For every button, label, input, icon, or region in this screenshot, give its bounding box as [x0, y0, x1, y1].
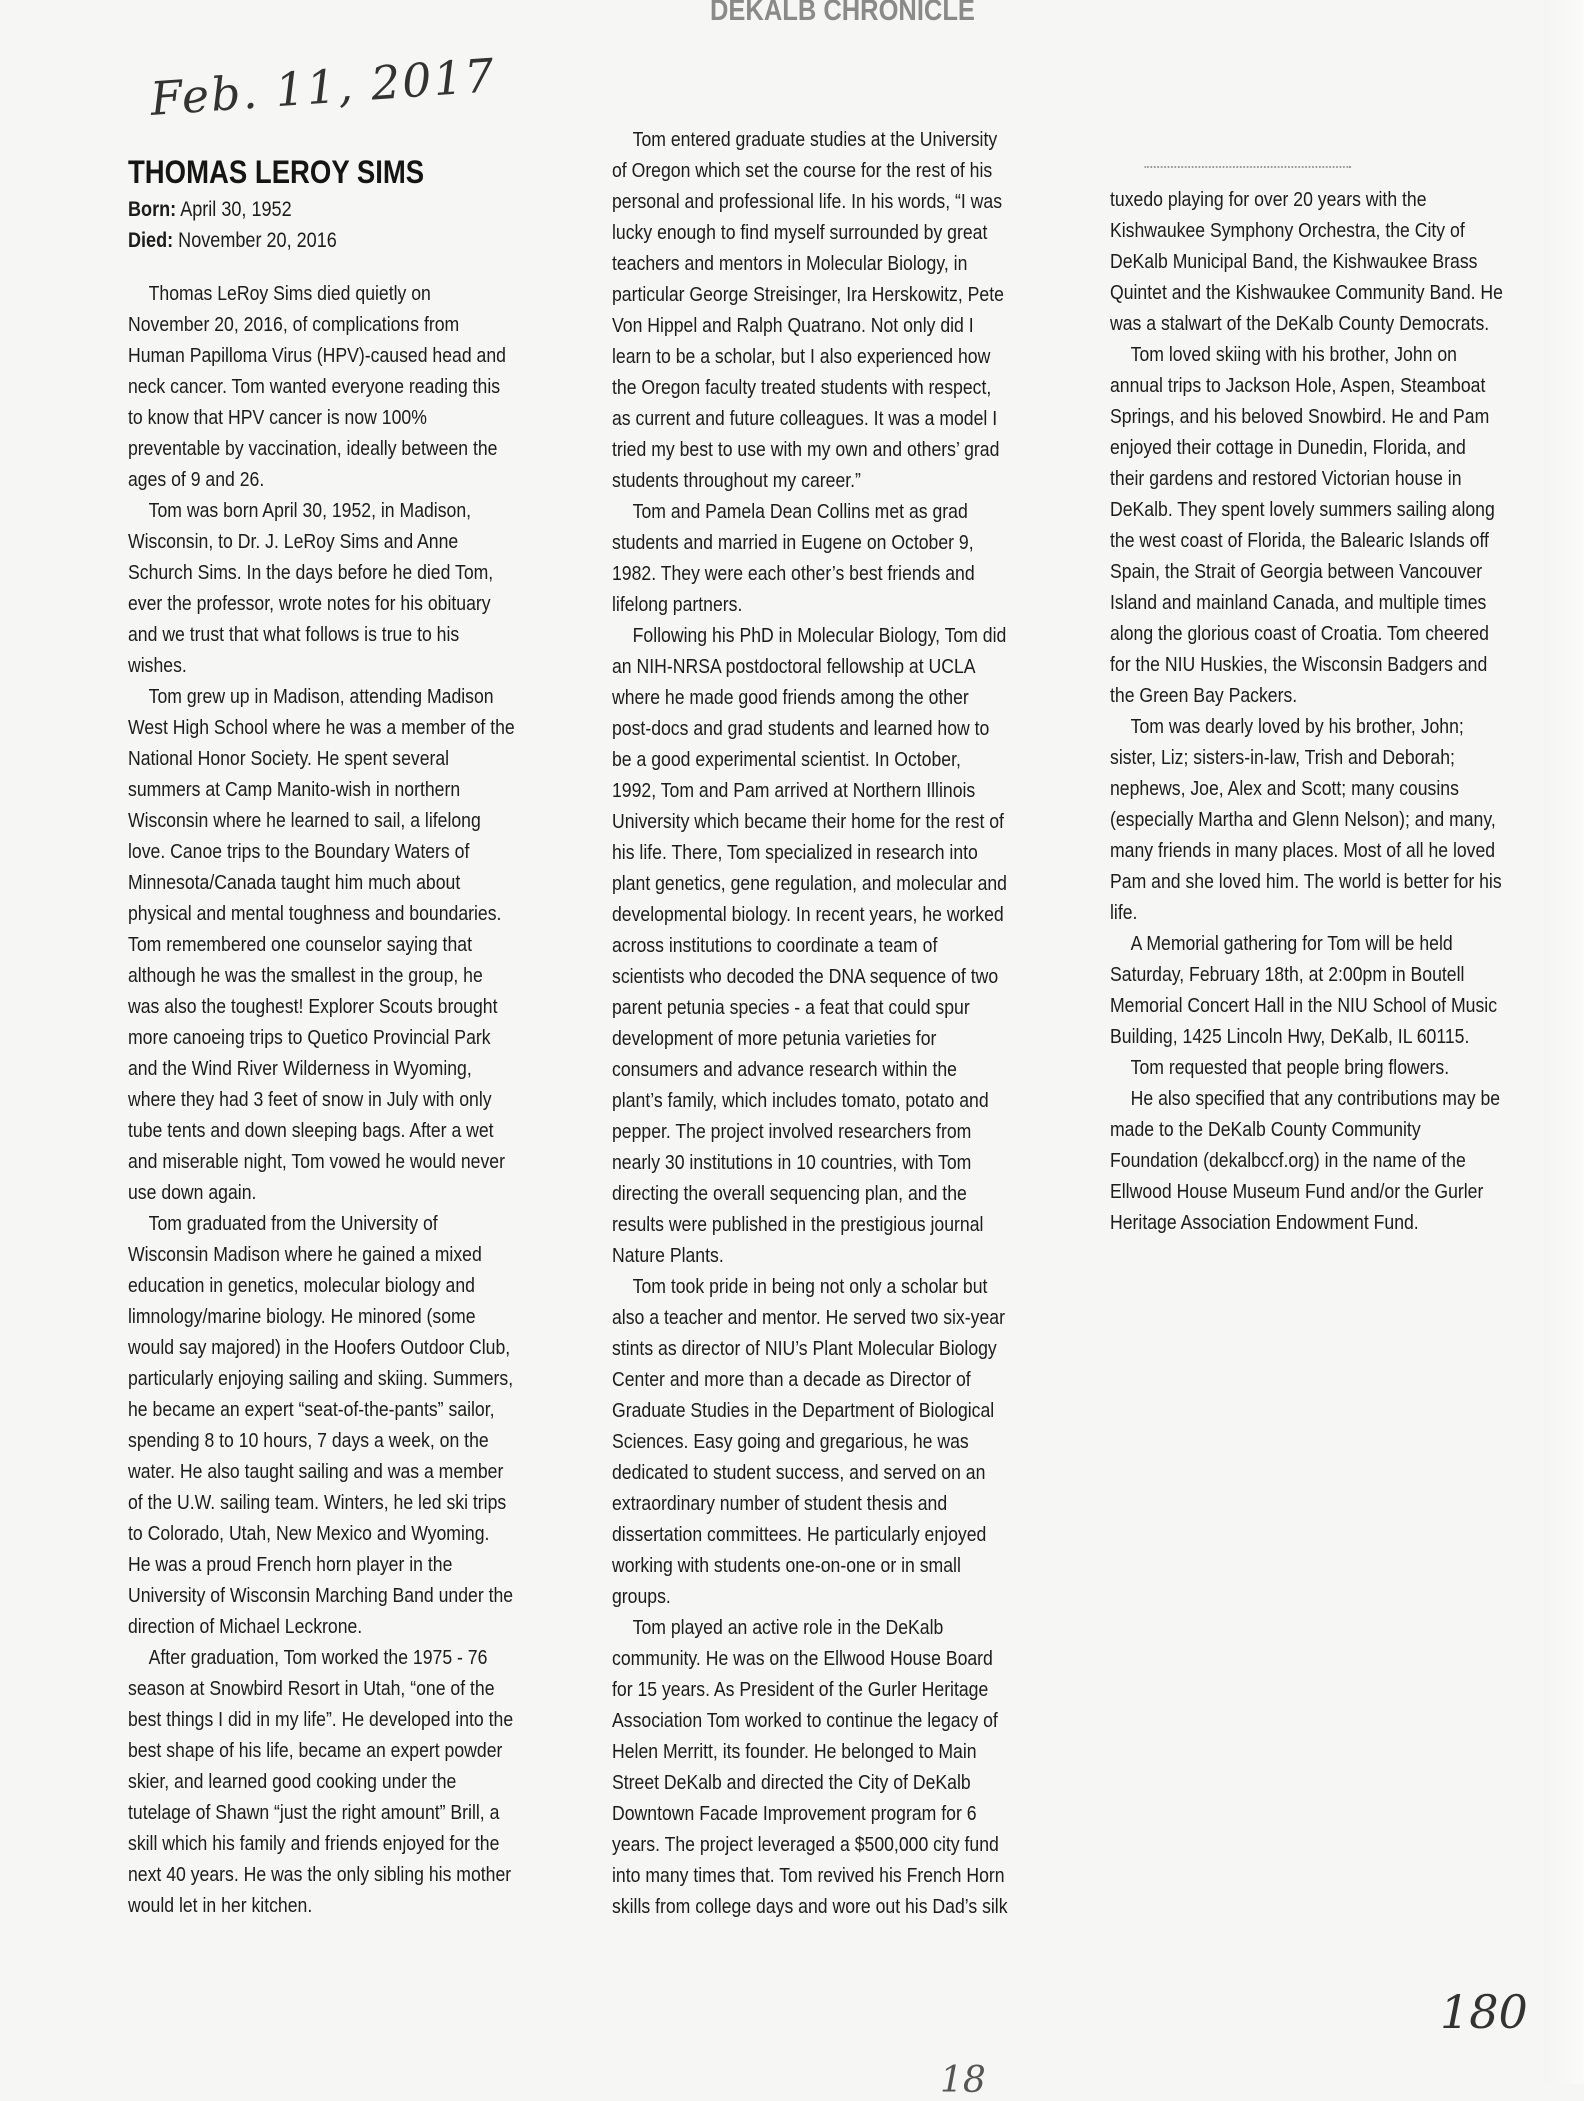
clipped-text-edge [1144, 166, 1350, 178]
column-3 [1110, 166, 1504, 1238]
paragraph: Tom took pride in being not only a scholar but also a teacher and mentor. He served two six-year stints as director of NIU’s Plant Molecular Biology Center and more than a decade as Director of Graduate Studies in the Department of Biological Sciences. Easy going and gregarious, he was dedicated to student success, and served on an extraordinary number of student thesis and dissertation committees. He particularly enjoyed working with students one-on-one or in small groups. [612, 1275, 1005, 1608]
paragraph: Tom played an active role in the DeKalb community. He was on the Ellwood House Board for 15 years. As President of the Gurler Heritage Association Tom worked to continue the legacy of Helen Merritt, its founder. He belonged to Main Street DeKalb and directed the City of DeKalb Downtown Facade Improvement program for 6 years. The project leveraged a $500,000 city fund into many times that. Tom revived his French Horn skills from college days and wore out his Dad’s silk [612, 1616, 1008, 1918]
paragraph: Tom was born April 30, 1952, in Madison, Wisconsin, to Dr. J. LeRoy Sims and Anne Schurch Sims. In the days before he died Tom, ever the professor, wrote notes for his obituary and we trust that what follows is true to his wishes. [128, 499, 494, 677]
died-label: Died: [128, 229, 174, 252]
newspaper-masthead: DEKALB CHRONICLE [710, 0, 975, 27]
column-2 [612, 124, 1009, 1922]
obituary-name: THOMAS LEROY SIMS [128, 154, 425, 190]
paragraph: Tom requested that people bring flowers. [1130, 1056, 1450, 1079]
paragraph: Thomas LeRoy Sims died quietly on November 20, 2016, of complications from Human Papilloma Virus (HPV)-caused head and neck cancer. Tom wanted everyone reading this to know that HPV cancer is now 100% preventable by vaccination, ideally between the ages of 9 and 26. [128, 282, 506, 491]
paragraph: Tom entered graduate studies at the University of Oregon which set the course for the rest of his personal and professional life. In his words, “I was lucky enough to find myself surrounded by great teachers and mentors in Molecular Biology, in particular George Streisinger, Ira Herskowitz, Pete Von Hippel and Ralph Quatrano. Not only did I learn to be a scholar, but I also experienced how the Oregon faculty treated students with respect, as current and future colleagues. It was a model I tried my best to use with my own and others’ grad students throughout my career.” [612, 128, 1004, 492]
handwritten-page-number: 180 [1440, 1985, 1528, 2039]
paragraph: Following his PhD in Molecular Biology, Tom did an NIH-NRSA postdoctoral fellowship at UCLA where he made good friends among the other post-docs and grad students and learned how to be a good experimental scientist. In October, 1992, Tom and Pam arrived at Northern Illinois University which became their home for the rest of his life. There, Tom specialized in research into plant genetics, gene regulation, and molecular and developmental biology. In recent years, he worked across institutions to coordinate a team of scientists who decoded the DNA sequence of two parent petunia species - a feat that could spur development of more petunia varieties for consumers and advance research within the plant’s family, which includes tomato, potato and pepper. The project involved researchers from nearly 30 institutions in 10 countries, with Tom directing the overall sequencing plan, and the results were published in the prestigious journal Nature Plants. [612, 624, 1007, 1267]
handwritten-bottom-mark: 18 [940, 2060, 986, 2101]
died-line [128, 225, 515, 256]
born-value: April 30, 1952 [180, 198, 292, 221]
paragraph: After graduation, Tom worked the 1975 - 76 season at Snowbird Resort in Utah, “one of the best things I did in my life”. He developed into the best shape of his life, became an expert powder skier, and learned good cooking under the tutelage of Shawn “just the right amount” Brill, a skill which his family and friends enjoyed for the next 40 years. He was the only sibling his mother would let in her kitchen. [128, 1646, 514, 1917]
paragraph: tuxedo playing for over 20 years with the Kishwaukee Symphony Orchestra, the City of DeKalb Municipal Band, the Kishwaukee Brass Quintet and the Kishwaukee Community Band. He was a stalwart of the DeKalb County Democrats. [1110, 188, 1503, 335]
paragraph: A Memorial gathering for Tom will be held Saturday, February 18th, at 2:00pm in Boutell Memorial Concert Hall in the NIU School of Music Building, 1425 Lincoln Hwy, DeKalb, IL 60115. [1110, 932, 1498, 1048]
paragraph: Tom was dearly loved by his brother, John; sister, Liz; sisters-in-law, Trish and Deborah; nephews, Joe, Alex and Scott; many cousins (especially Martha and Glenn Nelson); and many, many friends in many places. Most of all he loved Pam and she loved him. The world is better for his life. [1110, 715, 1502, 924]
born-line [128, 194, 515, 225]
paragraph: Tom grew up in Madison, attending Madison West High School where he was a member of the National Honor Society. He spent several summers at Camp Manito-wish in northern Wisconsin where he learned to sail, a lifelong love. Canoe trips to the Boundary Waters of Minnesota/Canada taught him much about physical and mental toughness and boundaries. Tom remembered one counselor saying that although he was the smallest in the group, he was also the toughest! Explorer Scouts brought more canoeing trips to Quetico Provincial Park and the Wind River Wilderness in Wyoming, where they had 3 feet of snow in July with only tube tents and down sleeping bags. After a wet and miserable night, Tom vowed he would never use down again. [128, 685, 515, 1204]
column-1 [128, 152, 515, 1921]
paragraph: Tom and Pamela Dean Collins met as grad students and married in Eugene on October 9, 1982. They were each other’s best friends and lifelong partners. [612, 500, 975, 616]
page-edge [1544, 0, 1584, 2084]
paragraph: He also specified that any contributions may be made to the DeKalb County Community Foundation (dekalbccf.org) in the name of the Ellwood House Museum Fund and/or the Gurler Heritage Association Endowment Fund. [1110, 1087, 1501, 1234]
born-label: Born: [128, 198, 177, 221]
died-value: November 20, 2016 [178, 229, 337, 252]
paragraph: Tom graduated from the University of Wisconsin Madison where he gained a mixed education in genetics, molecular biology and limnology/marine biology. He minored (some would say majored) in the Hoofers Outdoor Club, particularly enjoying sailing and skiing. Summers, he became an expert “seat-of-the-pants” sailor, spending 8 to 10 hours, 7 days a week, on the water. He also taught sailing and was a member of the U.W. sailing team. Winters, he led ski trips to Colorado, Utah, New Mexico and Wyoming. He was a proud French horn player in the University of Wisconsin Marching Band under the direction of Michael Leckrone. [128, 1212, 514, 1638]
paragraph: Tom loved skiing with his brother, John on annual trips to Jackson Hole, Aspen, Steamboat Springs, and his beloved Snowbird. He and Pam enjoyed their cottage in Dunedin, Florida, and their gardens and restored Victorian house in DeKalb. They spent lovely summers sailing along the west coast of Florida, the Balearic Islands off Spain, the Strait of Georgia between Vancouver Island and mainland Canada, and multiple times along the glorious coast of Croatia. Tom cheered for the NIU Huskies, the Wisconsin Badgers and the Green Bay Packers. [1110, 343, 1495, 707]
handwritten-date: Feb. 11, 2017 [148, 47, 498, 127]
